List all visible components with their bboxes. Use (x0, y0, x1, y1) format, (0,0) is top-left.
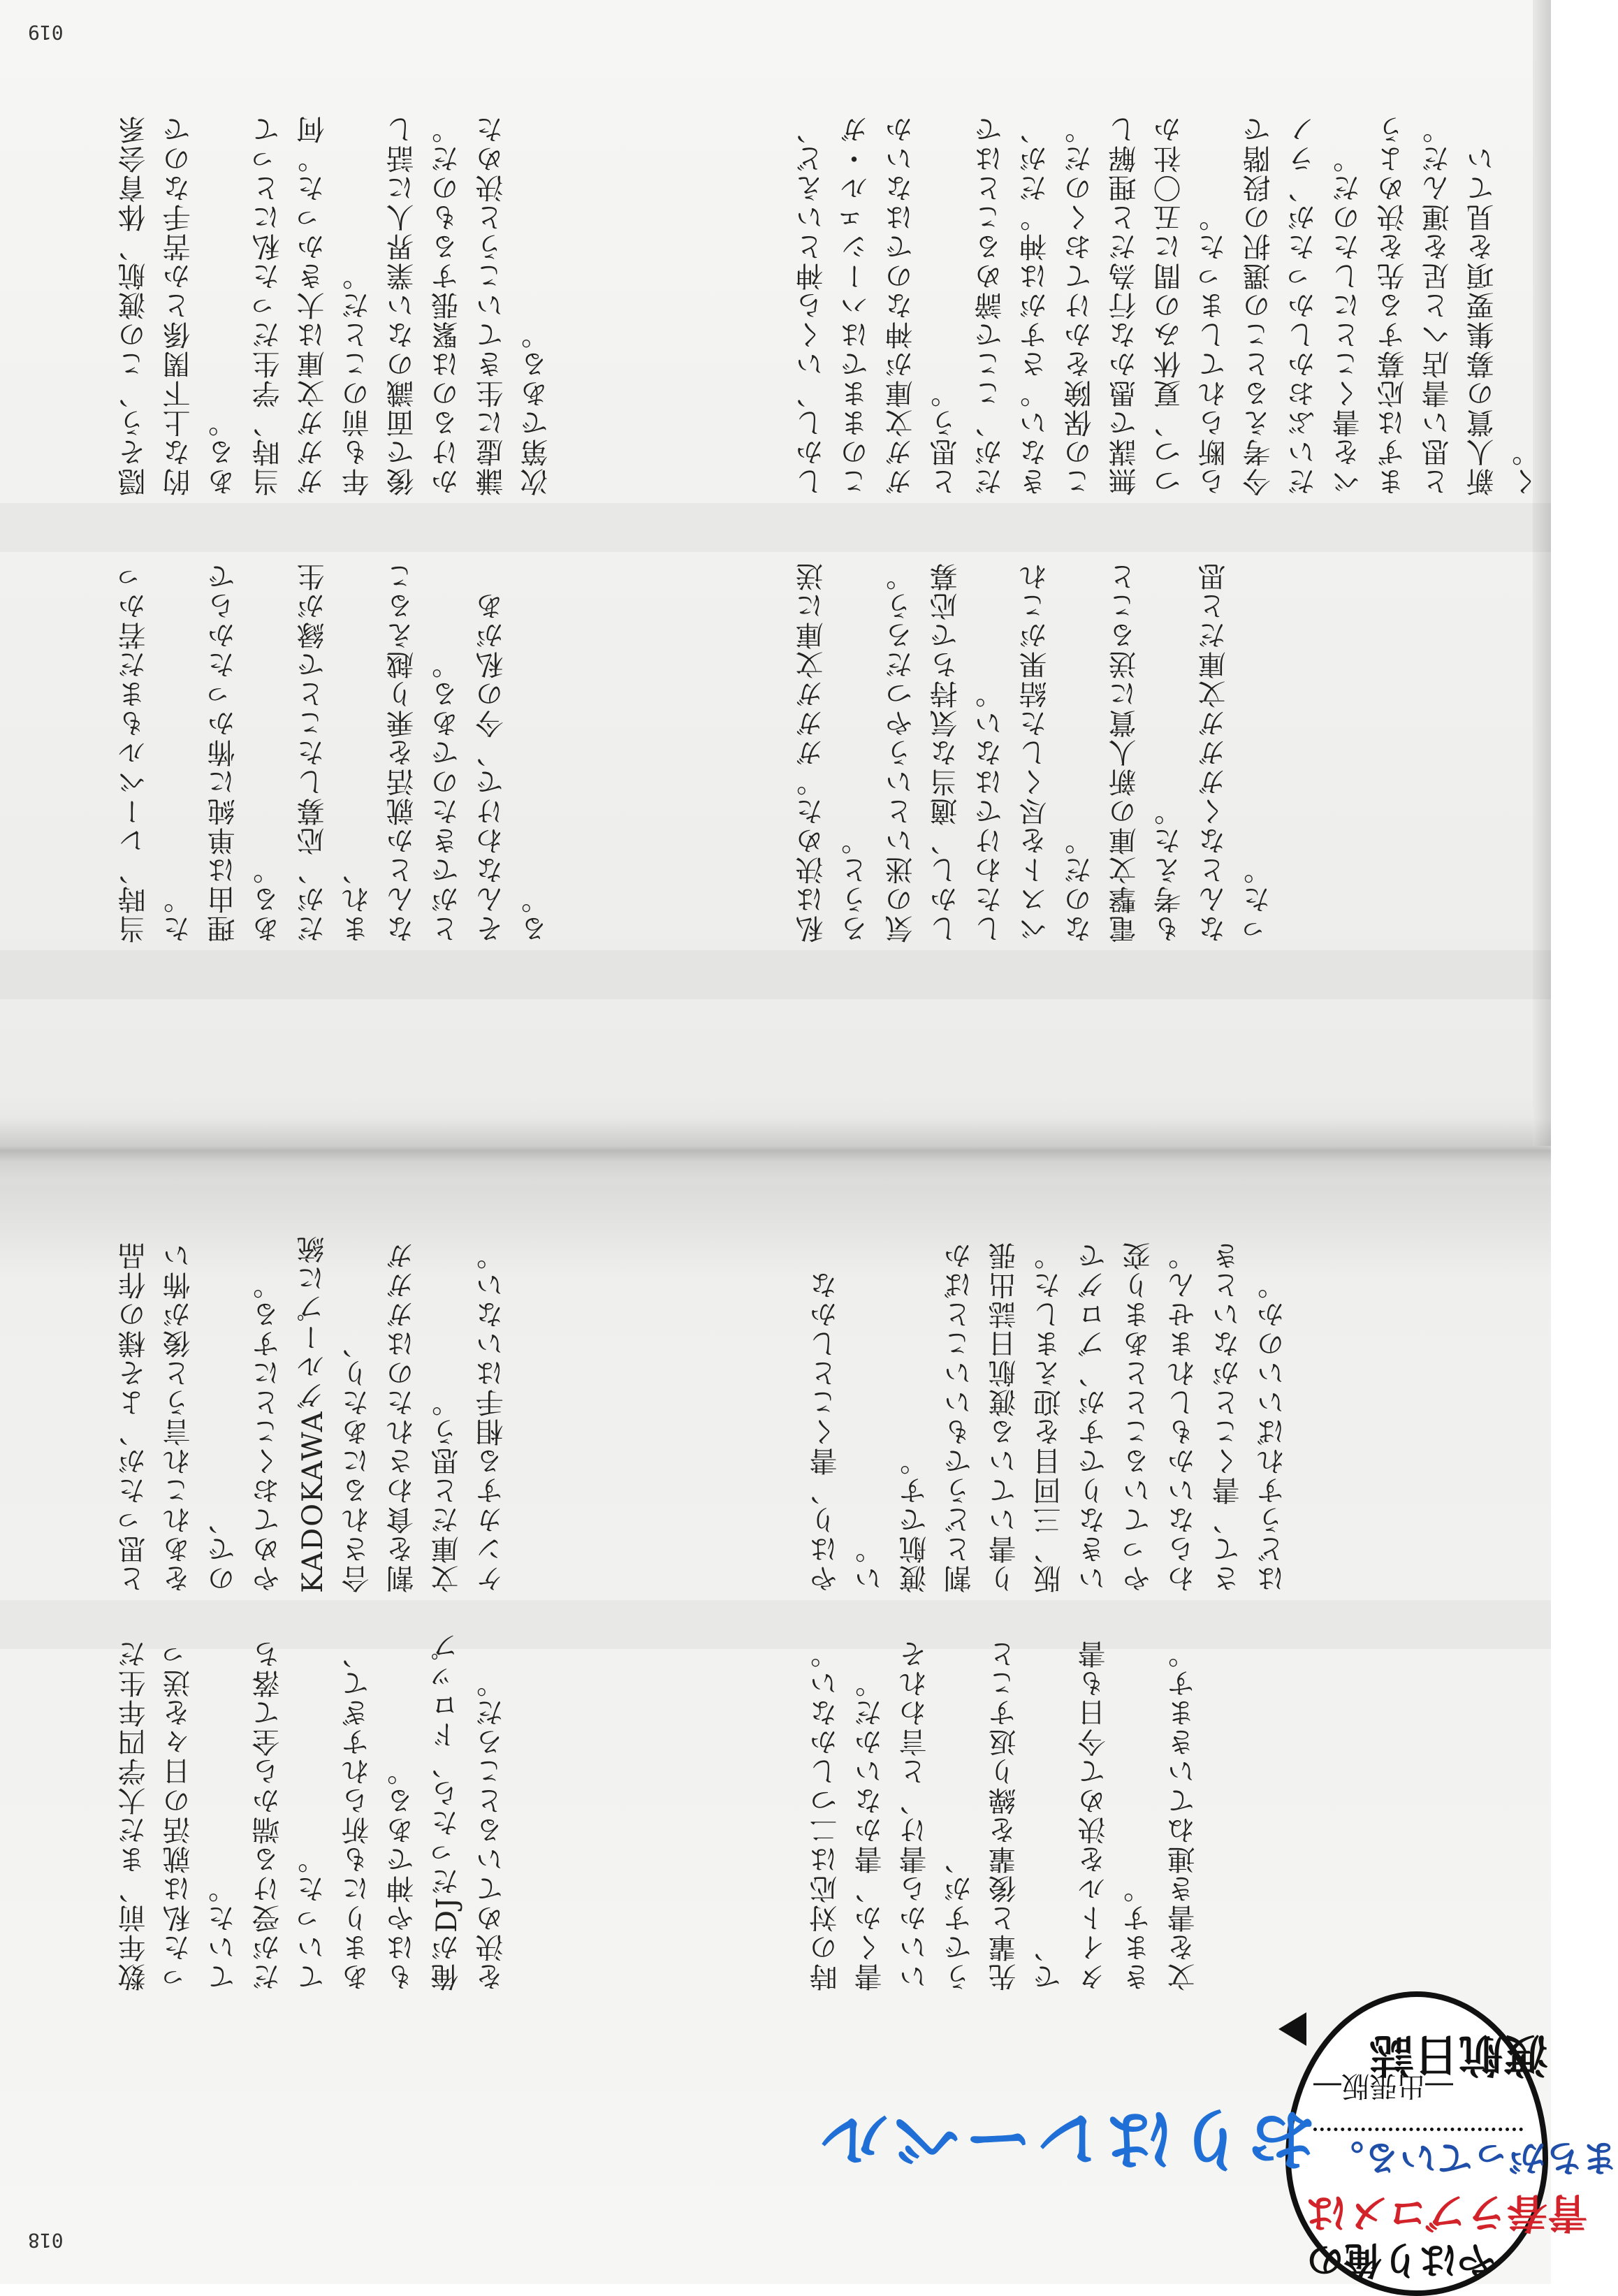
body-text-column: しかし、いくら神といえど、このままではハーシェル・ガガガ文庫が神なのではないかと思う。 だが、ここで諦めることはできない。さすがは神。だが、この保険をかけておくのだ。 無謀で愚かな行為だと理解しつつ、夏休みの間に五〇社から断られてしまった。 今考えるとこの選択の段階でだいぶおかしかったが、ラノベを書くことにしたのだ。 まずは応募する先を決めようと思い書店へと足を運んだ。新人賞の募集要項を見ていく。 (796, 115, 1543, 496)
body-text-column: 私は決めた。ガガガ文庫に送ろうと。 気の迷いというやつだろう。 しかし、適当な気持ちで応募したわけではない。 ベストを尽くした結果がこれなのだ。 電撃文庫の新人賞に送ることも考えた。 なんとなくガガガ文庫だと思った。 (796, 562, 1275, 943)
speech-bubble-tail (1278, 2012, 1306, 2046)
body-text-column: と思ったが、よそ様の作品をあれこれ言うと後が怖いので、 やめておくことにする。 KADOKAWAグループに統合されるにあたり、 割を食わされたのはガガガ文庫だと思う。 ケンカする相手はいない。 (118, 1234, 508, 1593)
body-text-column: やはり、書くことしかない。 渡航です。 割とどうでもいいことばかり書いている渡航日誌出張版、三回目を迎えました。 いきなりですが、ブログでやっていることとあまり変わらないかもしれません。 さて、書くことがないときはどうすればいいのか。 (810, 1241, 1289, 1593)
body-text-column: 隠そう、この渡航、体育会系的な上下関係とか苦手なのである。 当時、学生だった私にとってガガガ文庫は大きかった。何年も前のことだ。 後で面識のない業界人に話しかけるのは緊張するものだ。 謙虚に生きていこうと決めた次第である。 (118, 115, 553, 496)
article-title: おりはレーベル (817, 2100, 1316, 2178)
body-text-column: 当時、レーベルもまだ若かった。 理由は単純に怖かったからである。 だが、応募したことで縁が生まれ、 なんとか就活を乗り越えることができたのである。 そんなわけで、今の私がある。 (118, 562, 553, 943)
dotted-divider (1313, 2128, 1523, 2131)
column-title: 渡航日誌 (1369, 2028, 1548, 2080)
page-number-top: 019 (28, 21, 64, 44)
page-number-bottom: 018 (28, 2229, 64, 2252)
column-edition: ―出張版― (1313, 2070, 1453, 2102)
body-text-column: 時の対応は二つしかない。書くか、書かないかだ。 いいから書け、と言われそうですが、 先輩と後輩を繰り返すことで、 タイトルを決めて今日も書きます。 文を書き連ねていきます。 (810, 1639, 1200, 1991)
series-title-line3: まちがっている。 (1327, 2136, 1618, 2178)
series-title-line1: やはり俺の (1306, 2238, 1495, 2282)
body-text-column: 数年前、まだ大学四年生だった私は就活の日々を送っていた。 だが受ける端から全て落ちていった。 あまりにも祈られすぎて、もはや神である。 俺がDJだったら、ドロップを決めているところだ。 (118, 1632, 508, 1991)
series-title-line2: 青春ラブコメは (1306, 2189, 1589, 2237)
